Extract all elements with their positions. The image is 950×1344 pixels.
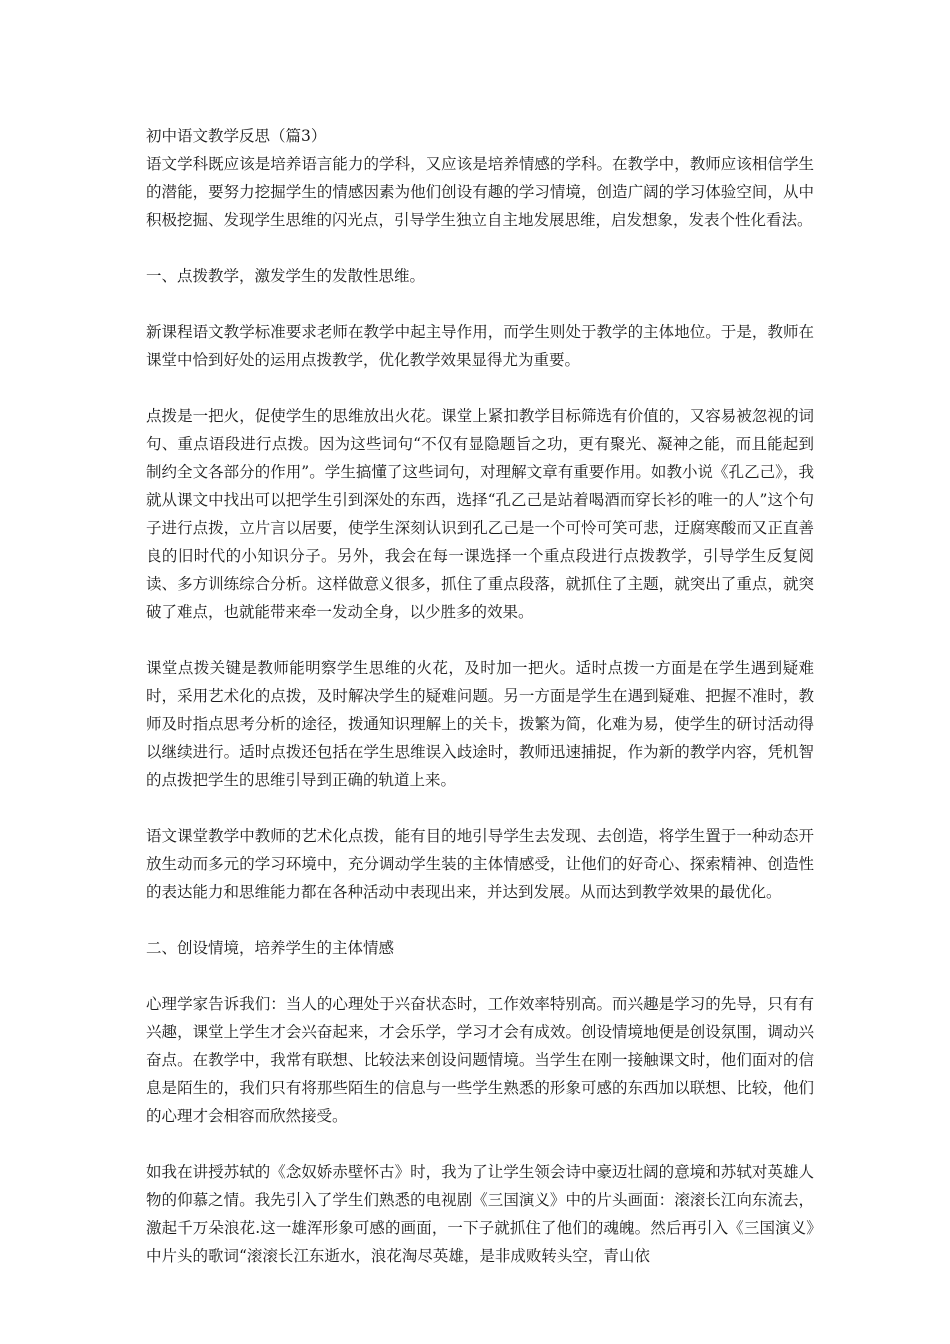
paragraph-6: 如我在讲授苏轼的《念奴娇赤壁怀古》时，我为了让学生领会诗中豪迈壮阔的意境和苏轼对英雄人物的仰慕之情。我先引入了学生们熟悉的电视剧《三国演义》中的片头画面：滚滚长江向东流去，激起千万朵浪花.这一雄浑形象可感的画面，一下子就抓住了他们的魂魄。然后再引入《三国演义》中片头的歌词“滚滚长江东逝水，浪花淘尽英雄，是非成败转头空，青山依	[146, 1163, 814, 1265]
section-heading-2: 二、创设情境，培养学生的主体情感	[146, 939, 395, 957]
intro-paragraph: 语文学科既应该是培养语言能力的学科，又应该是培养情感的学科。在教学中，教师应该相信学生的潜能，要努力挖掘学生的情感因素为他们创设有趣的学习情境，创造广阔的学习体验空间，从中积极挖掘、发现学生思维的闪光点，引导学生独立自主地发展思维，启发想象，发表个性化看法。	[146, 155, 814, 229]
paragraph-2: 点拨是一把火，促使学生的思维放出火花。课堂上紧扣教学目标筛选有价值的，又容易被忽视的词句、重点语段进行点拨。因为这些词句“不仅有显隐题旨之功，更有聚光、凝神之能，而且能起到制约全文各部分的作用”。学生搞懂了这些词句，对理解文章有重要作用。如教小说《孔乙己》，我就从课文中找出可以把学生引到深处的东西，选择“孔乙己是站着喝酒而穿长衫的唯一的人”这个句子进行点拨，立片言以居要，使学生深刻认识到孔乙己是一个可怜可笑可悲，迂腐寒酸而又正直善良的旧时代的小知识分子。另外，我会在每一课选择一个重点段进行点拨教学，引导学生反复阅读、多方训练综合分析。这样做意义很多，抓住了重点段落，就抓住了主题，就突出了重点，就突破了难点，也就能带来牵一发动全身，以少胜多的效果。	[146, 407, 814, 621]
document-body	[146, 122, 814, 1270]
document-title: 初中语文教学反思（篇3）	[146, 127, 327, 145]
paragraph-1: 新课程语文教学标准要求老师在教学中起主导作用，而学生则处于教学的主体地位。于是，教师在课堂中恰到好处的运用点拨教学，优化教学效果显得尤为重要。	[146, 323, 814, 369]
paragraph-4: 语文课堂教学中教师的艺术化点拨，能有目的地引导学生去发现、去创造，将学生置于一种动态开放生动而多元的学习环境中，充分调动学生装的主体情感受，让他们的好奇心、探索精神、创造性的表达能力和思维能力都在各种活动中表现出来，并达到发展。从而达到教学效果的最优化。	[146, 827, 814, 901]
paragraph-3: 课堂点拨关键是教师能明察学生思维的火花，及时加一把火。适时点拨一方面是在学生遇到疑难时，采用艺术化的点拨，及时解决学生的疑难问题。另一方面是学生在遇到疑难、把握不准时，教师及时指点思考分析的途径，拨通知识理解上的关卡，拨繁为简，化难为易，使学生的研讨活动得以继续进行。适时点拨还包括在学生思维误入歧途时，教师迅速捕捉，作为新的教学内容，凭机智的点拨把学生的思维引导到正确的轨道上来。	[146, 659, 814, 789]
section-heading-1: 一、点拨教学，激发学生的发散性思维。	[146, 267, 426, 285]
paragraph-5: 心理学家告诉我们：当人的心理处于兴奋状态时，工作效率特别高。而兴趣是学习的先导，只有有兴趣，课堂上学生才会兴奋起来，才会乐学，学习才会有成效。创设情境地便是创设氛围，调动兴奋点。在教学中，我常有联想、比较法来创设问题情境。当学生在刚一接触课文时，他们面对的信息是陌生的，我们只有将那些陌生的信息与一些学生熟悉的形象可感的东西加以联想、比较，他们的心理才会相容而欣然接受。	[146, 995, 814, 1125]
